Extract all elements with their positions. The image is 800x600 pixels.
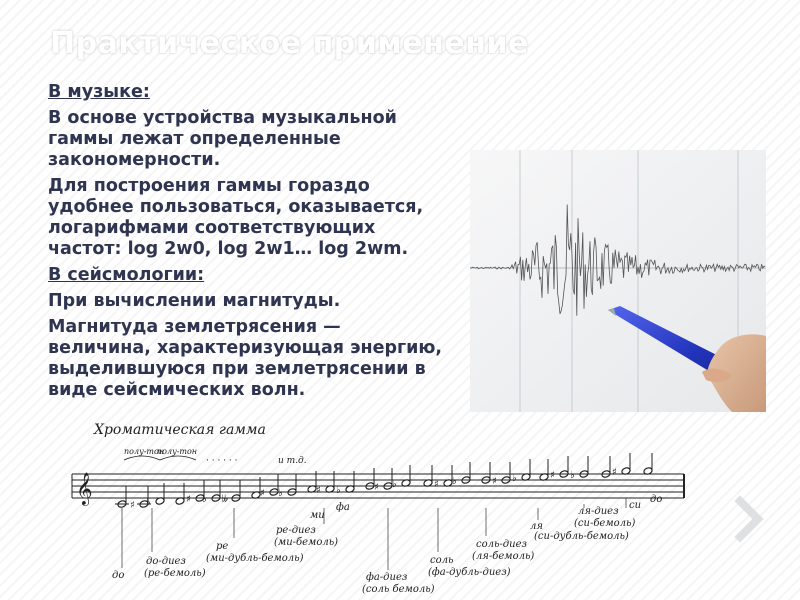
music-heading: В музыке: <box>48 82 150 102</box>
seismogram-illustration <box>470 150 766 412</box>
label-fa-double-sharp: (фа-дубль-диез) <box>428 567 511 578</box>
label-la-flat: (ля-бемоль) <box>472 551 535 562</box>
accidental-icon: ♯ <box>550 470 555 481</box>
half-tone-label-1: полу-тон <box>124 447 165 456</box>
label-mi-double-flat: (ми-дубль-бемоль) <box>206 553 304 564</box>
label-re-sharp: ре-диез <box>276 525 316 536</box>
accidental-icon: ♭ <box>278 488 283 499</box>
scale-title: Хроматическая гамма <box>94 422 266 438</box>
label-la-sharp: ля-диез <box>578 506 619 517</box>
music-paragraph-1: В основе устройства музыкальной гаммы лежат определенные закономерности. <box>48 108 397 170</box>
accidental-icon: ♭ <box>512 473 517 484</box>
accidental-icon: ♭ <box>392 479 397 490</box>
accidental-icon: ♯ <box>374 482 379 493</box>
half-tone-label-2: полу-тон <box>157 447 198 456</box>
accidental-icon: ♭ <box>202 494 207 505</box>
label-sol-sharp: соль-диез <box>476 539 527 550</box>
label-do: до <box>112 570 125 581</box>
label-si-double-flat: (си-дубль-бемоль) <box>534 531 629 542</box>
chevron-right-icon <box>730 495 770 543</box>
accidental-icon: ♭ <box>336 485 341 496</box>
accidental-icon: 𝄫 <box>222 494 229 505</box>
label-re-flat: (ре-бемоль) <box>144 568 206 579</box>
body-text <box>48 82 448 406</box>
seismology-heading: В сейсмологии: <box>48 265 205 285</box>
slide-title: Практическое применение <box>50 26 529 61</box>
accidental-icon: ♭ <box>146 497 151 508</box>
label-do-top: до <box>650 494 663 505</box>
label-do-sharp: до-диез <box>146 556 186 567</box>
accidental-icon: ♯ <box>492 476 497 487</box>
seismogram-photo <box>470 150 766 412</box>
notes-group <box>115 453 653 511</box>
accidental-icon: ♯ <box>434 479 439 490</box>
etc-label: и т.д. <box>278 456 307 466</box>
label-si-flat: (си-бемоль) <box>574 518 636 529</box>
continuation-dots: · · · · · · <box>206 456 238 466</box>
accidental-icon: ♯ <box>612 467 617 478</box>
label-sol: соль <box>430 555 454 566</box>
seismology-paragraph-1: При вычислении магнитуды. <box>48 291 341 311</box>
accidental-icon: ♯ <box>260 488 265 499</box>
seismology-paragraph-2: Магнитуда землетрясения — величина, характеризующая энергию, выделившуюся при землетрясении в виде сейсмических волн. <box>48 317 443 400</box>
label-mi-flat: (ми-бемоль) <box>274 537 339 548</box>
treble-clef-icon: 𝄞 <box>76 472 93 505</box>
label-re: ре <box>216 541 229 552</box>
accidental-icon: ♯ <box>186 494 191 505</box>
accidental-icon: ♯ <box>130 500 135 511</box>
label-sol-flat: (соль бемоль) <box>362 584 435 595</box>
label-la: ля <box>530 521 543 532</box>
label-si: си <box>629 500 642 511</box>
label-fa-sharp: фа-диез <box>366 572 408 583</box>
label-mi: ми <box>310 510 325 521</box>
accidental-icon: ♭ <box>570 470 575 481</box>
accidental-icon: ♭ <box>452 476 457 487</box>
chromatic-scale-figure <box>56 412 696 600</box>
accidental-icon: ♯ <box>316 485 321 496</box>
next-slide-button[interactable] <box>730 495 770 543</box>
chromatic-scale-diagram <box>56 412 696 600</box>
music-paragraph-2: Для построения гаммы гораздо удобнее пользоваться, оказывается, логарифмами соответствующих частот: log 2w0, log 2w1… log 2wm. <box>48 176 424 259</box>
label-fa: фа <box>336 502 350 513</box>
